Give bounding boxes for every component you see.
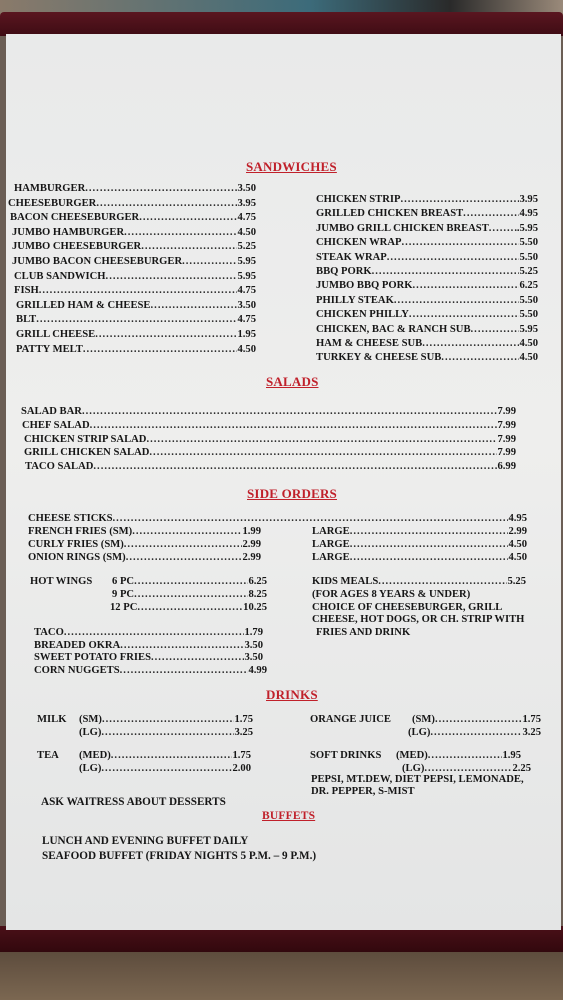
item-name: BLT — [16, 314, 37, 326]
item-price: 4.75 — [237, 212, 256, 224]
section-title-side-orders: SIDE ORDERS — [247, 486, 337, 501]
item-prefix: ORANGE JUICE — [310, 714, 391, 725]
item-name: (MED) — [79, 750, 111, 761]
dot-leader — [387, 252, 520, 263]
drink-item — [310, 714, 541, 725]
dot-leader — [90, 420, 498, 431]
side-item-large — [312, 552, 527, 563]
dot-leader — [372, 266, 520, 277]
item-price: 4.50 — [237, 343, 256, 355]
item-prefix: SOFT DRINKS — [310, 750, 382, 761]
sandwich-item — [16, 344, 256, 355]
drink-item — [37, 714, 253, 725]
dot-leader — [82, 406, 498, 417]
item-name: SALAD BAR — [21, 406, 82, 417]
sandwich-item — [8, 198, 256, 209]
item-name: CHICKEN WRAP — [316, 237, 402, 249]
sandwich-item — [316, 324, 538, 335]
item-name: TURKEY & CHEESE SUB — [316, 352, 442, 364]
item-price: 4.95 — [519, 208, 538, 220]
dot-leader — [350, 539, 509, 550]
dot-leader — [95, 329, 237, 340]
side-item-large — [312, 526, 527, 537]
item-name: GRILLED HAM & CHEESE — [16, 299, 151, 311]
side-item — [34, 652, 263, 663]
buffet-line-2: SEAFOOD BUFFET (FRIDAY NIGHTS 5 P.M. – 9 P.M.) — [42, 850, 317, 862]
drink-item — [310, 763, 531, 774]
item-price: 5.50 — [519, 309, 538, 321]
dot-leader — [424, 763, 512, 774]
item-price: 2.99 — [508, 526, 527, 537]
item-name: GRILLED CHICKEN BREAST — [316, 208, 464, 220]
dot-leader — [111, 750, 233, 761]
drink-item — [37, 750, 251, 761]
salad-item — [24, 447, 516, 458]
item-name: LARGE — [312, 552, 350, 563]
side-item — [28, 539, 261, 550]
dot-leader — [441, 352, 519, 363]
item-price: 5.50 — [519, 294, 538, 306]
item-price: 4.95 — [508, 513, 527, 524]
item-price: 1.95 — [502, 750, 521, 761]
item-price: 3.50 — [244, 639, 263, 651]
item-name: JUMBO GRILL CHICKEN BREAST — [316, 222, 489, 234]
item-name: ONION RINGS (SM) — [28, 552, 126, 563]
sandwich-item — [316, 295, 538, 306]
item-name: (SM) — [79, 714, 102, 725]
dot-leader — [149, 447, 497, 458]
drink-item — [310, 727, 541, 738]
dot-leader — [113, 513, 509, 524]
item-name: 6 PC — [112, 576, 135, 587]
item-price: 3.95 — [237, 197, 256, 209]
sandwich-item — [12, 256, 256, 267]
salad-item — [25, 461, 516, 472]
item-name: 12 PC — [110, 602, 138, 613]
item-price: 4.50 — [519, 352, 538, 364]
dot-leader — [428, 750, 503, 761]
sandwich-item — [316, 237, 538, 248]
sandwich-item — [316, 280, 538, 291]
item-price: 5.50 — [519, 251, 538, 263]
kids-meal-description: FRIES AND DRINK — [316, 626, 411, 638]
item-price: 1.75 — [232, 750, 251, 761]
item-price: 1.99 — [242, 526, 261, 537]
sandwich-item — [316, 309, 538, 320]
sandwich-item — [316, 194, 538, 205]
item-name: HAMBURGER — [14, 183, 86, 194]
item-price: .5.95 — [516, 222, 538, 234]
table-surface — [0, 952, 563, 1000]
section-title-sandwiches: SANDWICHES — [246, 159, 337, 174]
dot-leader — [151, 300, 238, 311]
item-price: 6.99 — [497, 461, 516, 473]
item-price: 5.95 — [519, 323, 538, 335]
item-price: 5.95 — [237, 270, 256, 282]
item-price: 1.79 — [244, 627, 263, 638]
dot-leader — [134, 576, 248, 587]
item-name: CHICKEN PHILLY — [316, 309, 409, 321]
item-price: 5.25 — [507, 576, 526, 587]
item-price: 1.95 — [237, 329, 256, 340]
dot-leader — [120, 640, 244, 651]
section-title-drinks: DRINKS — [266, 687, 318, 702]
dot-leader — [137, 602, 243, 613]
dot-leader — [124, 539, 243, 550]
hot-wings-item — [110, 602, 267, 613]
item-name: TACO — [34, 627, 64, 638]
sandwich-item — [316, 338, 538, 349]
item-name: KIDS MEALS — [312, 576, 379, 587]
item-price: 1.75 — [234, 714, 253, 725]
side-item — [28, 513, 527, 524]
item-name: BREADED OKRA — [34, 639, 121, 651]
sandwich-item — [14, 183, 256, 194]
item-name: BACON CHEESEBURGER — [10, 212, 140, 224]
salad-item — [22, 420, 516, 431]
hot-wings-item — [112, 576, 267, 587]
dot-leader — [85, 183, 237, 194]
item-price: 4.75 — [237, 285, 256, 297]
item-name: (LG) — [79, 763, 102, 774]
item-price: 7.99 — [497, 419, 516, 431]
item-price: 2.00 — [232, 763, 251, 774]
item-price: 4.99 — [248, 664, 267, 676]
item-price: 3.25 — [522, 727, 541, 738]
item-price: 7.99 — [497, 433, 516, 445]
item-price: 10.25 — [243, 602, 267, 613]
dot-leader — [36, 314, 237, 325]
item-price: 8.25 — [248, 589, 267, 600]
item-price: 5.25 — [519, 266, 538, 277]
dot-leader — [102, 714, 235, 725]
dot-leader — [101, 763, 232, 774]
item-price: 4.50 — [508, 539, 527, 550]
item-prefix: TEA — [37, 750, 59, 761]
item-price: 5.50 — [519, 237, 538, 249]
sandwich-item — [316, 266, 538, 277]
sandwich-item — [316, 208, 538, 219]
item-name: STEAK WRAP — [316, 251, 387, 263]
item-name: GRILL CHICKEN SALAD — [24, 447, 150, 459]
item-name: LARGE — [312, 526, 350, 537]
item-name: TACO SALAD — [25, 461, 94, 473]
dot-leader — [350, 552, 509, 563]
soft-drinks-flavors: PEPSI, MT.DEW, DIET PEPSI, LEMONADE, — [311, 774, 524, 785]
dot-leader — [422, 338, 519, 349]
dot-leader — [151, 652, 244, 663]
sandwich-item — [10, 212, 256, 223]
salad-item — [21, 406, 516, 417]
dot-leader — [101, 727, 234, 738]
item-name: BBQ PORK — [316, 266, 372, 277]
item-name: FRENCH FRIES (SM) — [28, 526, 133, 537]
item-name: CHEESEBURGER — [8, 197, 97, 209]
salad-item — [24, 434, 516, 445]
dot-leader — [489, 223, 517, 234]
dot-leader — [435, 714, 523, 725]
side-item — [34, 665, 267, 676]
item-name: (LG) — [402, 763, 425, 774]
section-title-salads: SALADS — [266, 374, 319, 389]
dot-leader — [182, 256, 237, 267]
side-item-large — [312, 539, 527, 550]
dot-leader — [93, 461, 497, 472]
item-name: PHILLY STEAK — [316, 294, 394, 306]
item-name: CHEESE STICKS — [28, 513, 113, 524]
item-price: 7.99 — [497, 406, 516, 417]
menu-page — [6, 34, 561, 930]
dot-leader — [401, 237, 519, 248]
dot-leader — [350, 526, 509, 537]
kids-meal-description: CHOICE OF CHEESEBURGER, GRILL — [312, 601, 503, 613]
item-price: 3.50 — [237, 183, 256, 194]
item-name: (SM) — [412, 714, 435, 725]
sandwich-item — [316, 352, 538, 363]
item-price: 4.50 — [519, 338, 538, 349]
dot-leader — [120, 665, 249, 676]
desserts-note: ASK WAITRESS ABOUT DESSERTS — [41, 796, 226, 808]
side-item — [28, 552, 261, 563]
item-name: PATTY MELT — [16, 343, 83, 355]
dot-leader — [400, 194, 519, 205]
item-price: 4.75 — [237, 314, 256, 326]
kids-meal-description: (FOR AGES 8 YEARS & UNDER) — [312, 589, 471, 600]
dot-leader — [124, 227, 237, 238]
dot-leader — [394, 295, 520, 306]
item-price: 3.50 — [237, 299, 256, 311]
section-title-buffets: BUFFETS — [262, 810, 316, 822]
dot-leader — [39, 285, 238, 296]
soft-drinks-flavors: DR. PEPPER, S-MIST — [311, 786, 415, 798]
dot-leader — [141, 241, 237, 252]
dot-leader — [413, 280, 520, 291]
item-name: CHEF SALAD — [22, 419, 90, 431]
menu-binder-top-edge — [0, 12, 563, 36]
item-price: 6.25 — [519, 280, 538, 292]
item-name: (LG) — [408, 727, 431, 738]
item-price: 2.99 — [242, 552, 261, 563]
item-name: (MED) — [396, 750, 428, 761]
item-name: JUMBO HAMBURGER — [12, 226, 125, 238]
drink-item — [37, 727, 253, 738]
dot-leader — [106, 271, 238, 282]
drink-item — [310, 750, 521, 761]
item-name: (LG) — [79, 727, 102, 738]
drink-item — [37, 763, 251, 774]
sandwich-item — [12, 241, 256, 252]
dot-leader — [96, 198, 237, 209]
dot-leader — [146, 434, 497, 445]
dot-leader — [64, 627, 245, 638]
sandwich-item — [316, 252, 538, 263]
dot-leader — [132, 526, 242, 537]
side-item — [34, 640, 263, 651]
dot-leader — [126, 552, 243, 563]
item-price: 5.25 — [237, 241, 256, 253]
item-name: SWEET POTATO FRIES — [34, 652, 151, 664]
dot-leader — [463, 208, 519, 219]
sandwich-item — [16, 314, 256, 325]
item-name: GRILL CHEESE — [16, 329, 96, 340]
item-price: 3.95 — [519, 194, 538, 205]
item-name: CHICKEN, BAC & RANCH SUB — [316, 323, 471, 335]
buffet-line-1: LUNCH AND EVENING BUFFET DAILY — [42, 835, 249, 847]
item-name: CLUB SANDWICH — [14, 270, 106, 282]
item-price: 5.95 — [237, 256, 256, 267]
item-price: 6.25 — [248, 576, 267, 587]
item-name: 9 PC — [112, 589, 135, 600]
hot-wings-item — [112, 589, 267, 600]
item-price: 7.99 — [497, 447, 516, 459]
dot-leader — [471, 324, 520, 335]
item-price: 2.25 — [512, 763, 531, 774]
item-name: HAM & CHEESE SUB — [316, 338, 423, 349]
item-name: JUMBO BBQ PORK — [316, 280, 413, 292]
dot-leader — [409, 309, 520, 320]
item-name: CORN NUGGETS — [34, 664, 120, 676]
sandwich-item — [16, 329, 256, 340]
sandwich-item — [12, 227, 256, 238]
item-prefix: MILK — [37, 714, 67, 725]
item-price: 2.99 — [242, 539, 261, 550]
hot-wings-label: HOT WINGS — [30, 576, 93, 587]
sandwich-item — [14, 271, 256, 282]
item-name: CHICKEN STRIP — [316, 194, 401, 205]
sandwich-item — [16, 300, 256, 311]
dot-leader — [378, 576, 507, 587]
kids-meal-item — [312, 576, 526, 587]
dot-leader — [83, 344, 238, 355]
item-price: 3.25 — [234, 727, 253, 738]
item-name: LARGE — [312, 539, 350, 550]
sandwich-item — [14, 285, 256, 296]
item-price: 4.50 — [237, 226, 256, 238]
item-price: 4.50 — [508, 552, 527, 563]
sandwich-item — [316, 223, 538, 234]
kids-meal-description: CHEESE, HOT DOGS, OR CH. STRIP WITH — [312, 614, 525, 626]
item-name: CHICKEN STRIP SALAD — [24, 433, 147, 445]
dot-leader — [139, 212, 237, 223]
dot-leader — [430, 727, 522, 738]
item-name: JUMBO CHEESEBURGER — [12, 241, 142, 253]
item-price: 3.50 — [244, 652, 263, 664]
item-name: JUMBO BACON CHEESEBURGER — [12, 256, 183, 267]
side-item — [28, 526, 261, 537]
item-price: 1.75 — [522, 714, 541, 725]
side-item — [34, 627, 263, 638]
dot-leader — [134, 589, 248, 600]
item-name: CURLY FRIES (SM) — [28, 539, 124, 550]
item-name: FISH — [14, 285, 39, 297]
